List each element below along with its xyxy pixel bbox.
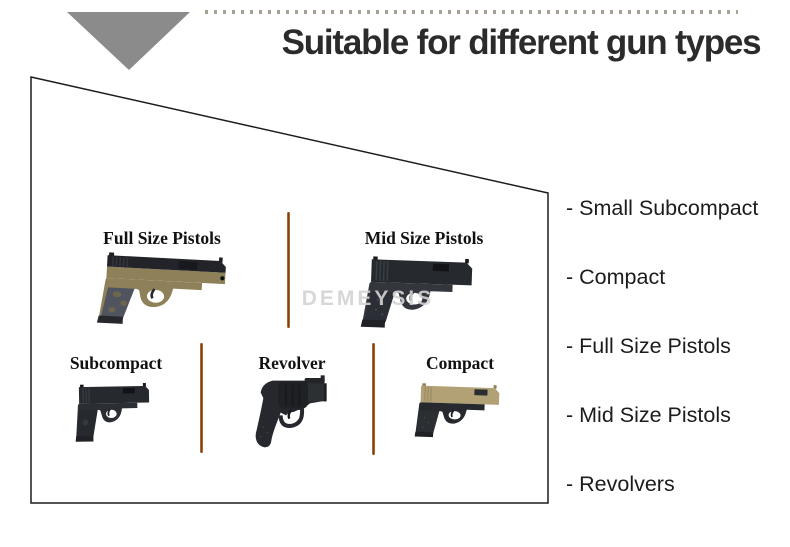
page-title: Suitable for different gun types xyxy=(281,23,761,62)
subcompact-pistol-image xyxy=(70,376,160,449)
full-size-pistols-label: Full Size Pistols xyxy=(103,228,221,248)
list-item-small-subcompact: - Small Subcompact xyxy=(566,196,759,220)
revolver-image xyxy=(238,374,338,453)
compact-pistol-image xyxy=(411,379,508,442)
list-item-revolvers: - Revolvers xyxy=(566,472,675,496)
brand-watermark: DEMEYSIS xyxy=(301,287,435,310)
list-item-compact: - Compact xyxy=(566,265,666,289)
full-size-pistol-image xyxy=(91,247,238,332)
compact-label: Compact xyxy=(425,353,495,373)
list-item-full-size-pistols: - Full Size Pistols xyxy=(566,334,731,358)
divider-row2-right xyxy=(372,343,375,455)
list-item-mid-size-pistols: - Mid Size Pistols xyxy=(566,403,731,427)
subcompact-label: Subcompact xyxy=(69,353,163,373)
divider-row1 xyxy=(287,212,290,328)
divider-row2-left xyxy=(200,343,203,453)
revolver-label: Revolver xyxy=(258,353,326,373)
mid-size-pistols-label: Mid Size Pistols xyxy=(364,228,484,248)
